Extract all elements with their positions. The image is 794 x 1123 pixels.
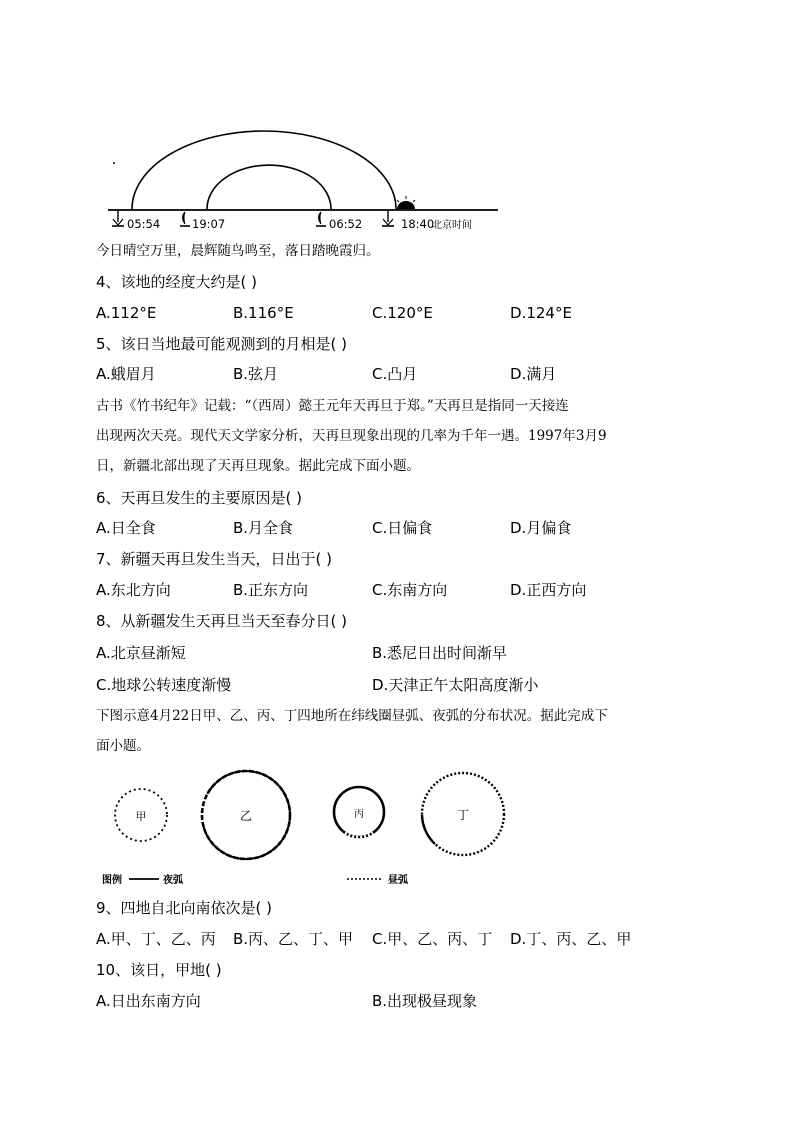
q4-option-c[interactable]: C.120°E <box>372 304 433 322</box>
moon-marker-icon <box>180 212 190 226</box>
q6-option-d[interactable]: D.月偏食 <box>510 519 572 537</box>
circle-label: 丙 <box>354 809 364 820</box>
passage-2-line-3: 日，新疆北部出现了天再旦现象。据此完成下面小题。 <box>96 458 420 474</box>
q8-option-c[interactable]: C.地球公转速度渐慢 <box>96 676 232 694</box>
moon-marker-icon <box>316 212 326 226</box>
q5-option-d[interactable]: D.满月 <box>510 365 557 383</box>
question-9-stem: 9、四地自北向南依次是( ) <box>96 899 273 917</box>
time-label: 05:54 <box>127 217 161 231</box>
question-8-stem: 8、从新疆发生天再旦当天至春分日( ) <box>96 612 348 630</box>
sun-marker-icon <box>112 211 124 226</box>
outer-day-arc <box>132 131 396 209</box>
q10-option-a[interactable]: A.日出东南方向 <box>96 992 201 1010</box>
question-4-stem: 4、该地的经度大约是( ) <box>96 273 258 291</box>
q8-option-b[interactable]: B.悉尼日出时间渐早 <box>372 644 508 662</box>
q6-option-b[interactable]: B.月全食 <box>233 519 294 537</box>
day-arc-figure <box>100 128 520 238</box>
time-label: 06:52 <box>329 217 363 231</box>
poem-line: 今日晴空万里，晨辉随鸟鸣至，落日踏晚霞归。 <box>96 243 380 259</box>
passage-3-line-2: 面小题。 <box>96 738 150 754</box>
passage-2-line-1: 古书《竹书纪年》记载：“（西周）懿王元年天再旦于郑。”天再旦是指同一天接连 <box>96 398 569 414</box>
q5-option-a[interactable]: A.蛾眉月 <box>96 365 156 383</box>
question-5-stem: 5、该日当地最可能观测到的月相是( ) <box>96 335 348 353</box>
legend-night-label: 夜弧 <box>163 875 183 886</box>
q10-option-b[interactable]: B.出现极昼现象 <box>372 992 478 1010</box>
passage-2-line-2: 出现两次天亮。现代天文学家分析，天再旦现象出现的几率为千年一遇。1997年3月9 <box>96 428 607 444</box>
sunset-marker-icon <box>382 211 394 226</box>
time-suffix-label: 北京时间 <box>432 220 472 231</box>
passage-3-line-1: 下图示意4月22日甲、乙、丙、丁四地所在纬线圈昼弧、夜弧的分布状况。据此完成下 <box>96 708 608 724</box>
q7-option-a[interactable]: A.东北方向 <box>96 581 171 599</box>
inner-day-arc <box>207 165 331 209</box>
q4-option-d[interactable]: D.124°E <box>510 304 572 322</box>
circle-label: 甲 <box>135 810 147 823</box>
q4-option-b[interactable]: B.116°E <box>233 304 294 322</box>
q5-option-b[interactable]: B.弦月 <box>233 365 279 383</box>
q6-option-c[interactable]: C.日偏食 <box>372 519 433 537</box>
q7-option-d[interactable]: D.正西方向 <box>510 581 587 599</box>
question-6-stem: 6、天再旦发生的主要原因是( ) <box>96 489 303 507</box>
q9-option-d[interactable]: D.丁、丙、乙、甲 <box>510 930 632 948</box>
circle-jia <box>115 789 167 841</box>
circle-label: 乙 <box>239 809 253 823</box>
q5-option-c[interactable]: C.凸月 <box>372 365 418 383</box>
legend-day-label: 昼弧 <box>388 875 408 886</box>
circles-figure <box>100 765 530 890</box>
circle-bing <box>334 787 384 837</box>
circle-label: 丁 <box>456 808 470 822</box>
q4-option-a[interactable]: A.112°E <box>96 304 157 322</box>
q8-option-a[interactable]: A.北京昼渐短 <box>96 644 186 662</box>
circle-yi <box>202 771 290 859</box>
q8-option-d[interactable]: D.天津正午太阳高度渐小 <box>372 676 539 694</box>
q7-option-c[interactable]: C.东南方向 <box>372 581 448 599</box>
q9-option-c[interactable]: C.甲、乙、丙、丁 <box>372 930 493 948</box>
circle-ding <box>422 773 504 855</box>
legend-title: 图例 <box>102 875 122 886</box>
setting-sun-icon <box>397 196 415 209</box>
q9-option-a[interactable]: A.甲、丁、乙、丙 <box>96 930 216 948</box>
time-label: 18:40 <box>401 217 435 231</box>
q6-option-a[interactable]: A.日全食 <box>96 519 156 537</box>
question-7-stem: 7、新疆天再旦发生当天，日出于( ) <box>96 550 333 568</box>
question-10-stem: 10、该日，甲地( ) <box>96 961 222 979</box>
time-label: 19:07 <box>192 217 226 231</box>
q7-option-b[interactable]: B.正东方向 <box>233 581 309 599</box>
q9-option-b[interactable]: B.丙、乙、丁、甲 <box>233 930 354 948</box>
